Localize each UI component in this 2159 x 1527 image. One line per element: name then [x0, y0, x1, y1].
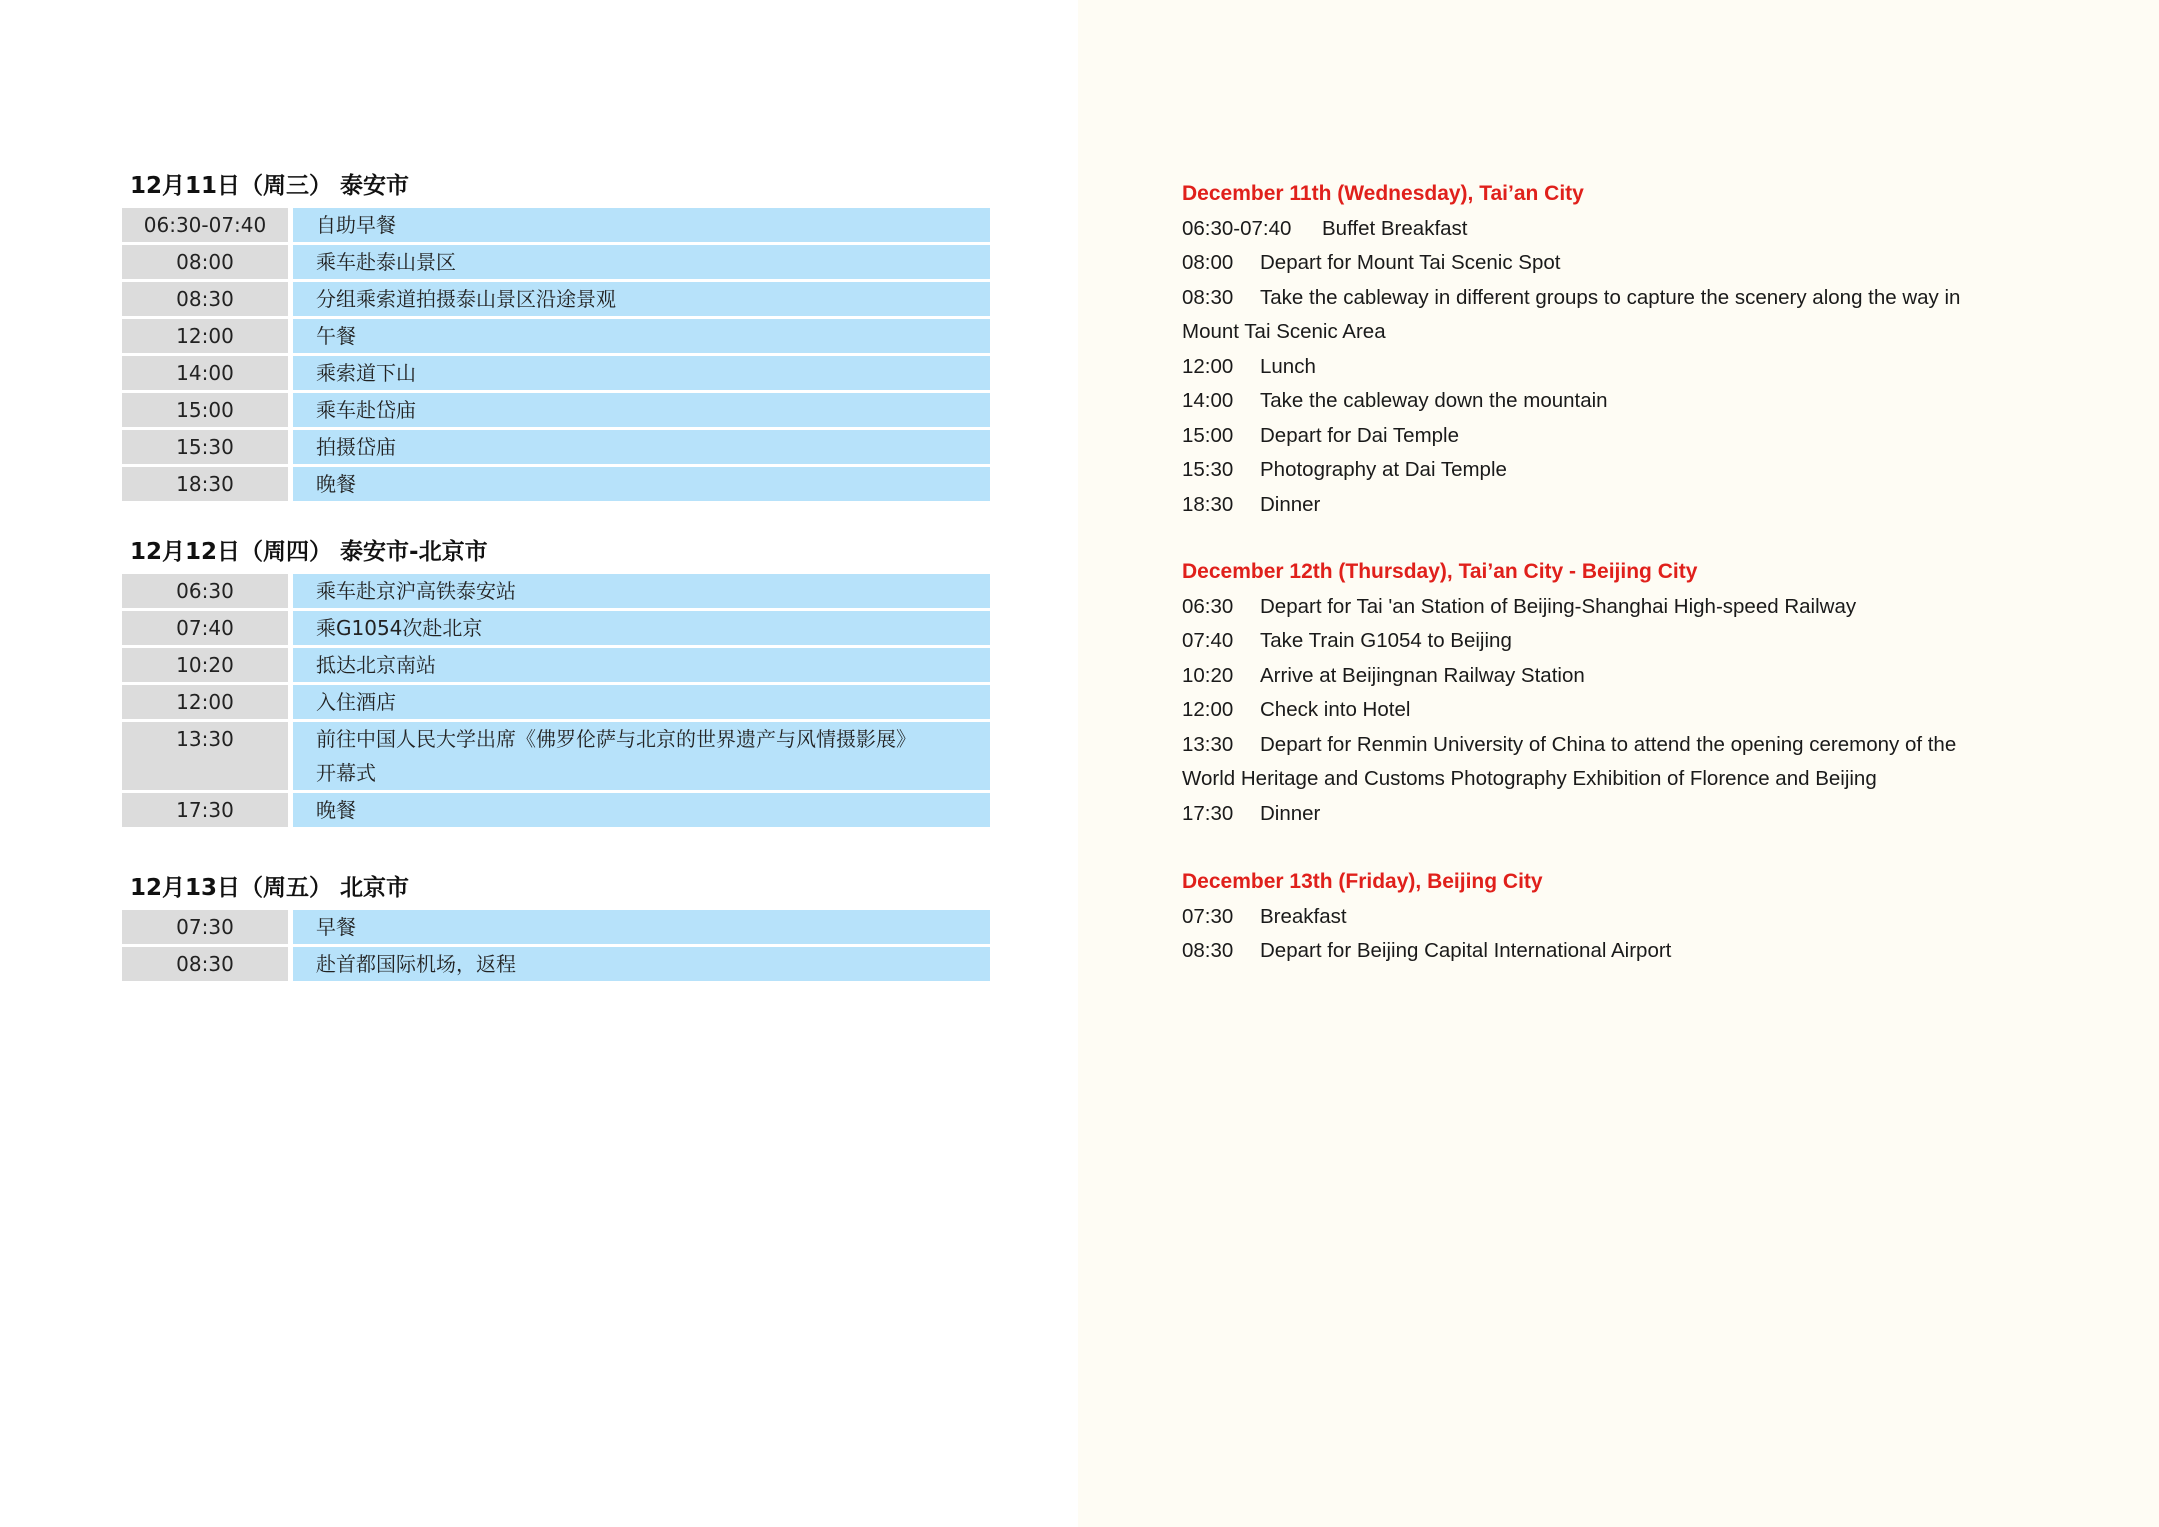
- en-schedule-row: [1182, 728, 2022, 763]
- en-day-dec-11: [1182, 177, 2022, 522]
- cn-schedule-row: [122, 947, 990, 981]
- en-activity: Depart for Dai Temple: [1260, 423, 1460, 447]
- cn-activity-cell: 早餐: [293, 910, 990, 944]
- en-activity: Photography at Dai Temple: [1260, 458, 1507, 481]
- en-activity: Lunch: [1260, 354, 1316, 378]
- cn-schedule-row: [122, 467, 990, 501]
- en-schedule-row: [1182, 488, 2022, 523]
- cn-time-cell: 17:30: [122, 793, 288, 827]
- en-activity-continuation: Mount Tai Scenic Area: [1182, 320, 1386, 343]
- cn-time-cell: 07:30: [122, 910, 288, 944]
- en-activity: Depart for Mount Tai Scenic Spot: [1260, 251, 1561, 274]
- cn-activity-cell: 赴首都国际机场，返程: [293, 947, 990, 981]
- cn-time-cell: 06:30-07:40: [122, 208, 288, 242]
- en-time: 08:30: [1182, 285, 1234, 309]
- cn-time-cell: 12:00: [122, 685, 288, 719]
- cn-activity-cell: 入住酒店: [293, 685, 990, 719]
- cn-schedule-row: [122, 319, 990, 353]
- cn-day-heading: 12月13日（周五） 北京市: [130, 875, 410, 901]
- en-activity: Take the cableway in different groups to capture the scenery along the way in: [1260, 285, 1961, 309]
- en-schedule-row: [1182, 624, 2022, 659]
- en-activity: Arrive at Beijingnan Railway Station: [1260, 663, 1585, 687]
- cn-activity-cell: 自助早餐: [293, 208, 990, 242]
- cn-schedule-row: [122, 611, 990, 645]
- en-time: 08:00: [1182, 251, 1234, 274]
- cn-time-cell: 13:30: [122, 722, 288, 790]
- cn-day-dec-11: [122, 168, 990, 504]
- en-schedule-row: [1182, 419, 2022, 454]
- en-time: 15:30: [1182, 458, 1234, 481]
- cn-time-cell: 08:30: [122, 947, 288, 981]
- en-schedule-row: [1182, 693, 2022, 728]
- cn-time-cell: 15:30: [122, 430, 288, 464]
- en-schedule-row: [1182, 659, 2022, 694]
- en-day-dec-12: [1182, 555, 2022, 831]
- en-activity: Buffet Breakfast: [1322, 216, 1468, 240]
- en-day-dec-13: [1182, 865, 2022, 969]
- cn-activity-cell: 乘G1054次赴北京: [293, 611, 990, 645]
- en-activity: Depart for Beijing Capital International Airport: [1260, 939, 1672, 962]
- en-schedule-row: [1182, 590, 2022, 625]
- cn-activity-line: 开幕式: [316, 761, 376, 785]
- en-schedule-row: [1182, 212, 2022, 247]
- en-activity: Depart for Tai 'an Station of Beijing-Shanghai High-speed Railway: [1260, 594, 1857, 618]
- cn-time-cell: 14:00: [122, 356, 288, 390]
- en-time: 08:30: [1182, 939, 1234, 962]
- cn-activity-cell: 乘索道下山: [293, 356, 990, 390]
- en-schedule-row: [1182, 246, 2022, 281]
- cn-schedule-row: [122, 793, 990, 827]
- en-time: 07:30: [1182, 904, 1234, 928]
- cn-activity-cell: 晚餐: [293, 793, 990, 827]
- en-activity: Dinner: [1260, 801, 1321, 825]
- cn-schedule-row: [122, 393, 990, 427]
- cn-activity-cell: 抵达北京南站: [293, 648, 990, 682]
- cn-time-cell: 06:30: [122, 574, 288, 608]
- en-activity: Take Train G1054 to Beijing: [1260, 629, 1512, 652]
- en-schedule-row: [1182, 350, 2022, 385]
- cn-schedule-row: [122, 245, 990, 279]
- cn-day-heading: 12月12日（周四） 泰安市-北京市: [130, 539, 488, 565]
- cn-day-dec-13: [122, 870, 990, 984]
- en-time: 06:30: [1182, 594, 1234, 618]
- cn-schedule-row: [122, 910, 990, 944]
- cn-activity-cell: 乘车赴岱庙: [293, 393, 990, 427]
- cn-activity-cell: 拍摄岱庙: [293, 430, 990, 464]
- en-schedule-row: [1182, 900, 2022, 935]
- en-time: 12:00: [1182, 354, 1234, 378]
- cn-time-cell: 08:30: [122, 282, 288, 316]
- cn-activity-cell: 午餐: [293, 319, 990, 353]
- cn-activity-cell: 分组乘索道拍摄泰山景区沿途景观: [293, 282, 990, 316]
- cn-time-cell: 07:40: [122, 611, 288, 645]
- en-day-heading: December 13th (Friday), Beijing City: [1182, 870, 1543, 893]
- en-time: 10:20: [1182, 663, 1234, 687]
- cn-schedule-row: [122, 208, 990, 242]
- en-time: 18:30: [1182, 492, 1234, 516]
- cn-schedule-row: [122, 685, 990, 719]
- cn-time-cell: 08:00: [122, 245, 288, 279]
- cn-schedule-row: [122, 574, 990, 608]
- cn-time-cell: 12:00: [122, 319, 288, 353]
- en-time: 14:00: [1182, 389, 1234, 412]
- en-activity-continuation: World Heritage and Customs Photography Exhibition of Florence and Beijing: [1182, 767, 1877, 790]
- cn-schedule-row: [122, 356, 990, 390]
- en-activity: Check into Hotel: [1260, 698, 1411, 721]
- en-activity: Breakfast: [1260, 904, 1347, 928]
- en-schedule-row: [1182, 934, 2022, 969]
- cn-schedule-row: [122, 430, 990, 464]
- cn-time-cell: 18:30: [122, 467, 288, 501]
- cn-schedule-row: [122, 722, 990, 790]
- cn-schedule-row: [122, 282, 990, 316]
- cn-activity-cell: 乘车赴京沪高铁泰安站: [293, 574, 990, 608]
- en-time: 13:30: [1182, 732, 1234, 756]
- en-schedule-row: [1182, 797, 2022, 832]
- cn-activity-cell: 乘车赴泰山景区: [293, 245, 990, 279]
- cn-day-heading: 12月11日（周三） 泰安市: [130, 173, 410, 199]
- cn-activity-cell: 晚餐: [293, 467, 990, 501]
- en-time: 17:30: [1182, 801, 1234, 825]
- en-schedule-row: [1182, 384, 2022, 419]
- cn-time-cell: 10:20: [122, 648, 288, 682]
- en-day-heading: December 12th (Thursday), Tai’an City - Beijing City: [1182, 560, 1698, 583]
- cn-day-dec-12: [122, 534, 990, 830]
- en-time: 06:30-07:40: [1182, 216, 1292, 240]
- en-activity: Take the cableway down the mountain: [1260, 389, 1608, 412]
- en-time: 12:00: [1182, 698, 1234, 721]
- en-schedule-row: [1182, 453, 2022, 488]
- en-activity: Dinner: [1260, 492, 1321, 516]
- en-schedule-row: [1182, 281, 2022, 316]
- en-time: 07:40: [1182, 629, 1234, 652]
- en-day-heading: December 11th (Wednesday), Tai’an City: [1182, 182, 1584, 205]
- en-time: 15:00: [1182, 423, 1234, 447]
- cn-time-cell: 15:00: [122, 393, 288, 427]
- cn-schedule-row: [122, 648, 990, 682]
- cn-activity-line: 前往中国人民大学出席《佛罗伦萨与北京的世界遗产与风情摄影展》: [316, 727, 916, 751]
- cn-activity-cell: [293, 722, 990, 790]
- en-activity: Depart for Renmin University of China to attend the opening ceremony of the: [1260, 732, 1957, 756]
